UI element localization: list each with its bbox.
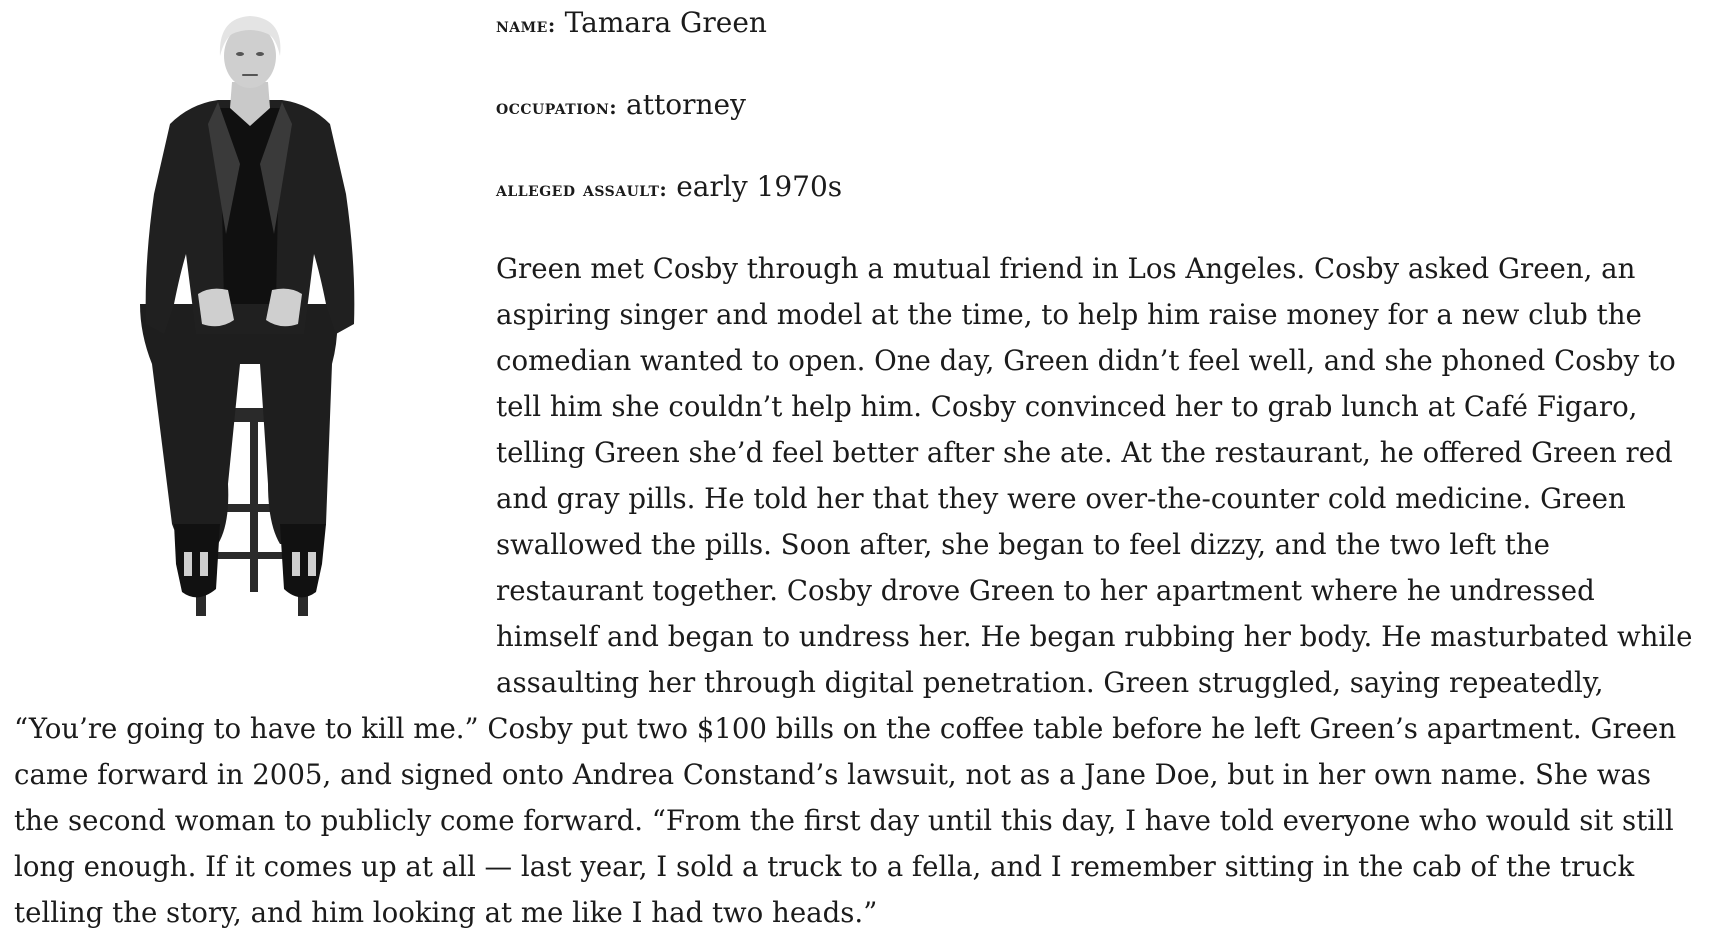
occupation-value: attorney [626,88,746,121]
article [14,0,1706,936]
photo-spacer [14,0,496,686]
name-value: Tamara Green [564,6,767,39]
occupation-label: occupation: [496,95,618,119]
name-label: name: [496,13,556,37]
story-paragraph: Green met Cosby through a mutual friend in Los Angeles. Cosby asked Green, an aspiring singer and model at the time, to help him raise money for a new club the comedian wanted to open. One day, Green didn’t feel well, and she phoned Cosby to tell him she couldn’t help him. Cosby convinced her to grab lunch at Café Figaro, telling Green she’d feel better after she ate. At the restaurant, he offered Green red and gray pills. He told her that they were over-the-counter cold medicine. Green swallowed the pills. Soon after, she began to feel dizzy, and the two left the restaurant together. Cosby drove Green to her apartment where he undressed himself and began to undress her. He began rubbing her body. He masturbated while assaulting her through digital penetration. Green struggled, saying repeatedly, “You’re going to have to kill me.” Cosby put two $100 bills on the coffee table before he left Green’s apartment. Green came forward in 2005, and signed onto Andrea Constand’s lawsuit, not as a Jane Doe, but in her own name. She was the second woman to publicly come forward. “From the first day until this day, I have told everyone who would sit still long enough. If it comes up at all — last year, I sold a truck to a fella, and I remember sitting in the cab of the truck telling the story, and him looking at me like I had two heads.” [14,252,1693,929]
assault-label: alleged assault: [496,177,668,201]
assault-value: early 1970s [676,170,843,203]
